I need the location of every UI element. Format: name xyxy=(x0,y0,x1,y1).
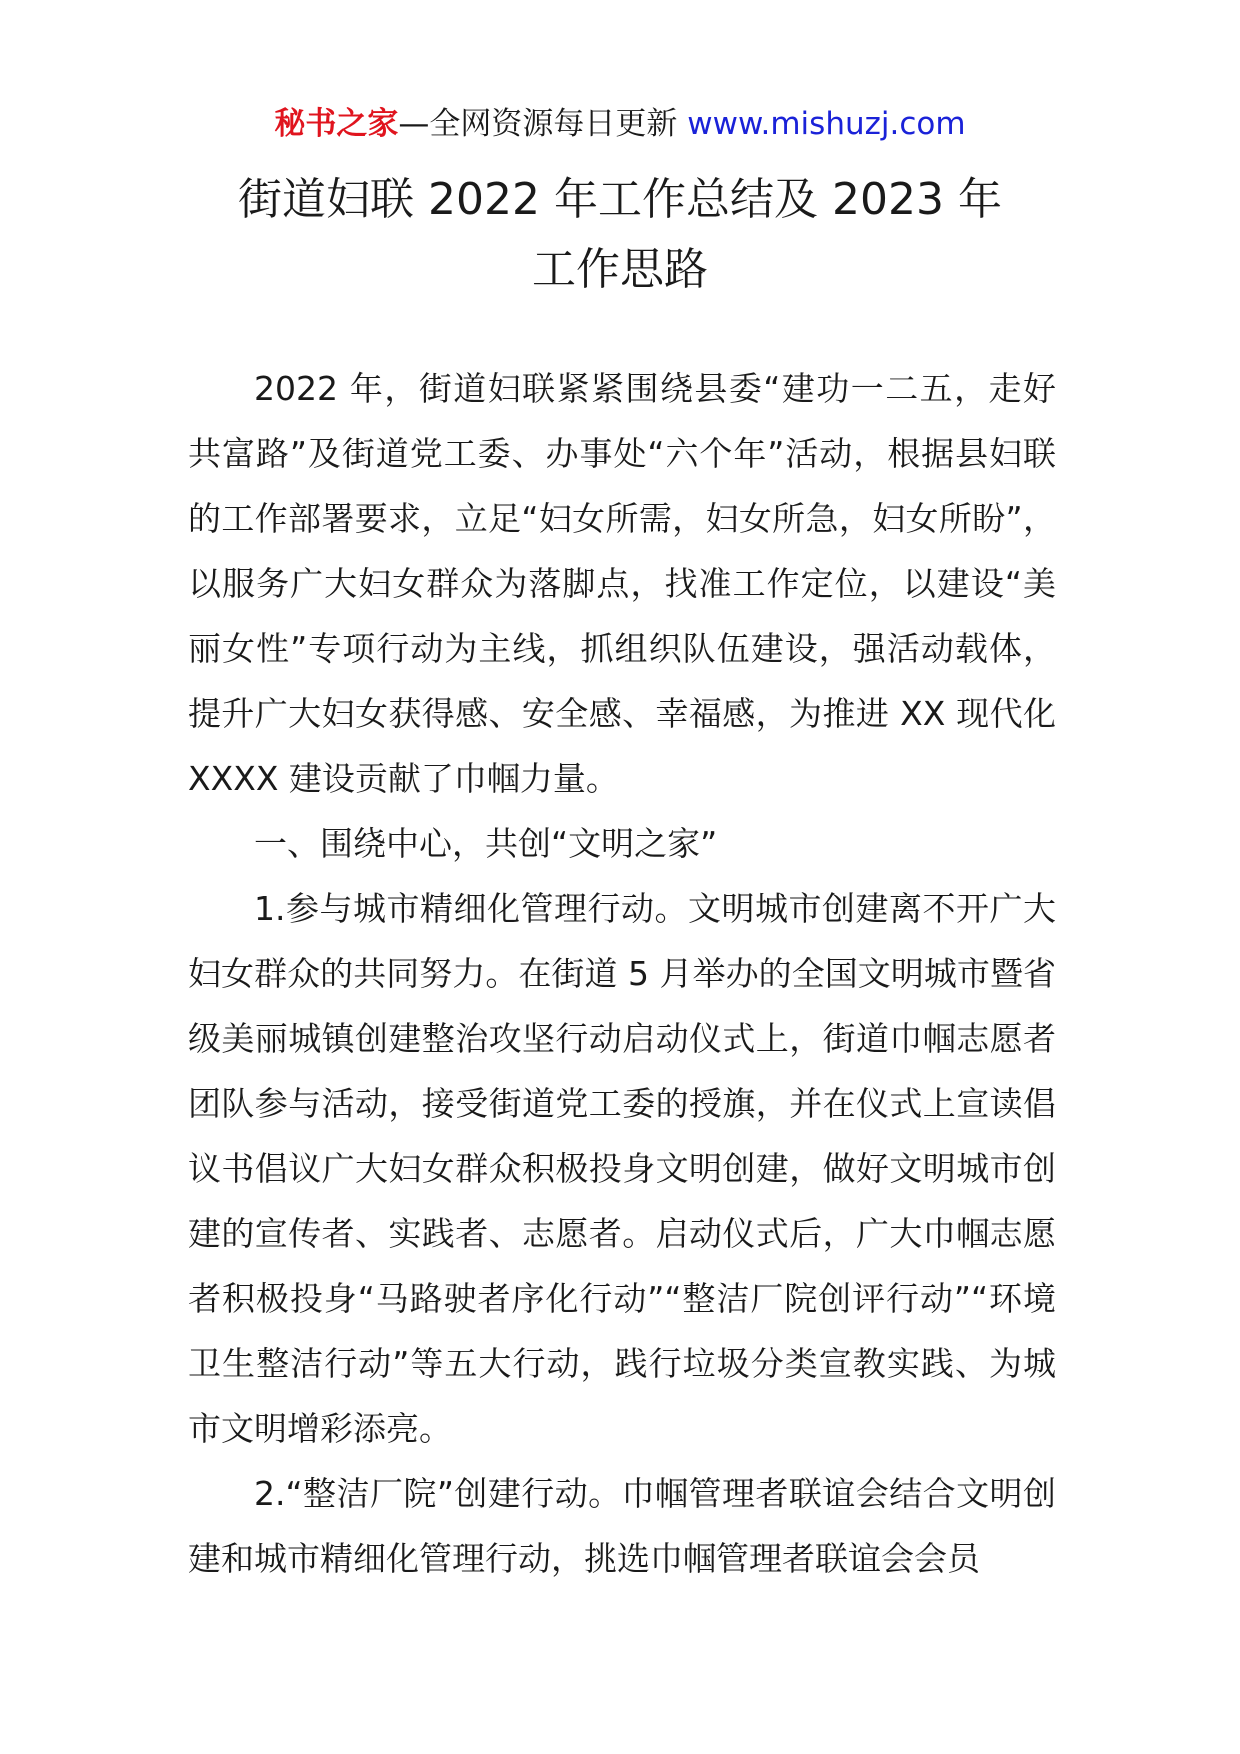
document-body xyxy=(188,356,1056,1591)
site-brand: 秘书之家 xyxy=(274,106,399,142)
site-url-link[interactable]: www.mishuzj.com xyxy=(687,106,966,142)
title-line-2: 工作思路 xyxy=(532,244,708,295)
title-line-1: 街道妇联 2022 年工作总结及 2023 年 xyxy=(238,174,1002,225)
intro-paragraph: 2022 年，街道妇联紧紧围绕县委“建功一二五，走好共富路”及街道党工委、办事处“六个年”活动，根据县妇联的工作部署要求，立足“妇女所需，妇女所急，妇女所盼”，以服务广大妇女群众为落脚点，找准工作定位，以建设“美丽女性”专项行动为主线，抓组织队伍建设，强活动载体，提升广大妇女获得感、安全感、幸福感，为推进 XX 现代化 XXXX 建设贡献了巾帼力量。 xyxy=(188,369,1056,798)
body-paragraph: 1.参与城市精细化管理行动。文明城市创建离不开广大妇女群众的共同努力。在街道 5 月举办的全国文明城市暨省级美丽城镇创建整治攻坚行动启动仪式上，街道巾帼志愿者团队参与活动，接受街道党工委的授旗，并在仪式上宣读倡议书倡议广大妇女群众积极投身文明创建，做好文明城市创建的宣传者、实践者、志愿者。启动仪式后，广大巾帼志愿者积极投身“马路驶者序化行动”“整洁厂院创评行动”“环境卫生整洁行动”等五大行动，践行垃圾分类宣教实践、为城市文明增彩添亮。 xyxy=(188,889,1056,1448)
site-header xyxy=(0,104,1240,144)
body-paragraph: 2.“整洁厂院”创建行动。巾帼管理者联谊会结合文明创建和城市精细化管理行动，挑选巾帼管理者联谊会会员 xyxy=(188,1474,1056,1578)
document-title xyxy=(0,165,1240,305)
site-slogan: —全网资源每日更新 xyxy=(398,106,678,142)
section-heading: 一、围绕中心，共创“文明之家” xyxy=(254,824,718,863)
